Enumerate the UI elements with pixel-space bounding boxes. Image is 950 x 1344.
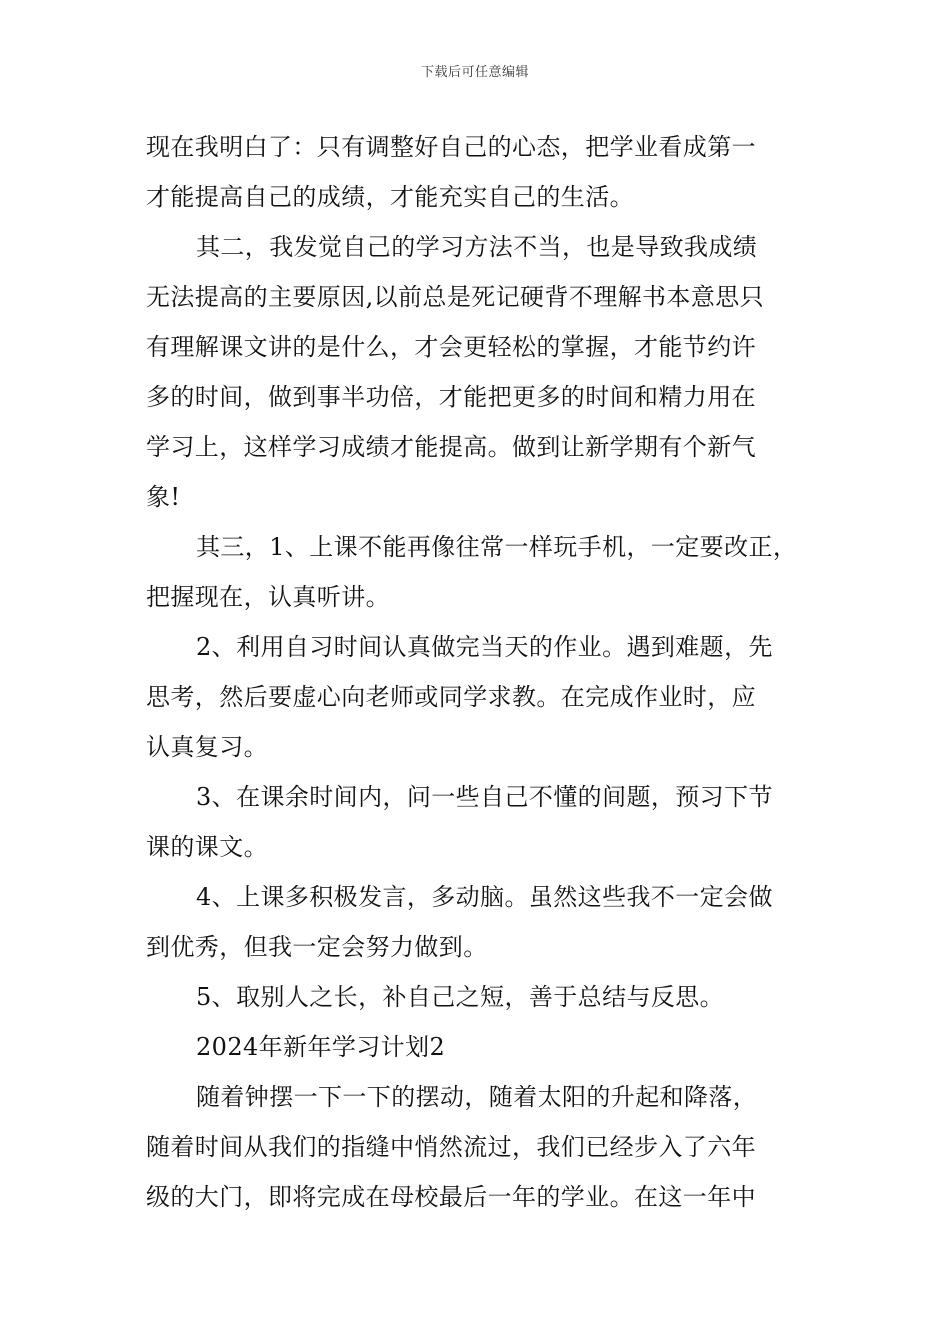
text-line: 学习上，这样学习成绩才能提高。做到让新学期有个新气: [146, 433, 756, 461]
paragraph-start: 其三，1、上课不能再像往常一样玩手机，一定要改正，: [196, 533, 798, 561]
text-line: 多的时间，做到事半功倍，才能把更多的时间和精力用在: [146, 383, 756, 411]
text-line: 随着时间从我们的指缝中悄然流过，我们已经步入了六年: [146, 1133, 756, 1161]
text-line: 把握现在，认真听讲。: [146, 583, 390, 611]
text-line: 思考，然后要虚心向老师或同学求教。在完成作业时，应: [146, 683, 756, 711]
text-line: 课的课文。: [146, 833, 268, 861]
section-heading: 2024年新年学习计划2: [196, 1033, 446, 1061]
paragraph-start: 4、上课多积极发言，多动脑。虽然这些我不一定会做: [196, 883, 773, 911]
text-line: 级的大门，即将完成在母校最后一年的学业。在这一年中: [146, 1183, 756, 1211]
paragraph-start: 随着钟摆一下一下的摆动，随着太阳的升起和降落，: [196, 1083, 758, 1111]
text-line: 到优秀，但我一定会努力做到。: [146, 933, 488, 961]
text-line: 才能提高自己的成绩，才能充实自己的生活。: [146, 183, 634, 211]
document-body: [146, 122, 810, 1222]
page-header: 下载后可任意编辑: [420, 65, 529, 80]
paragraph-start: 3、在课余时间内，问一些自己不懂的间题，预习下节: [196, 783, 773, 811]
text-line: 无法提高的主要原因,以前总是死记硬背不理解书本意思只: [146, 283, 765, 311]
paragraph-start: 5、取别人之长，补自己之短，善于总结与反思。: [196, 983, 725, 1011]
text-line: 象!: [146, 483, 181, 511]
text-line: 有理解课文讲的是什么，才会更轻松的掌握，才能节约许: [146, 333, 756, 361]
text-line: 认真复习。: [146, 733, 268, 761]
text-line: 现在我明白了：只有调整好自己的心态，把学业看成第一: [146, 133, 756, 161]
paragraph-start: 2、利用自习时间认真做完当天的作业。遇到难题，先: [196, 633, 773, 661]
paragraph-start: 其二，我发觉自己的学习方法不当，也是导致我成绩: [196, 233, 758, 261]
